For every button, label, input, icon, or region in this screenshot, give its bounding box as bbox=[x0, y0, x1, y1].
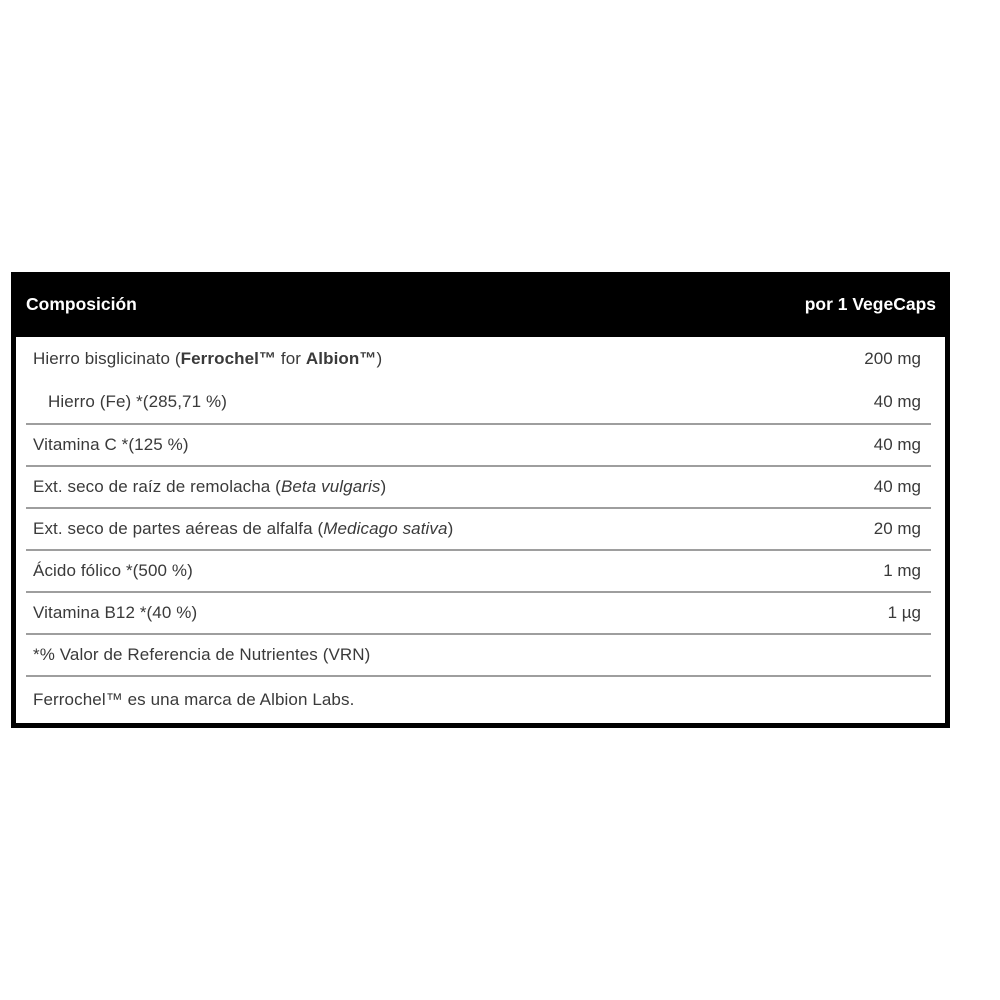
ingredient-label-segment: Ext. seco de partes aéreas de alfalfa ( bbox=[33, 519, 324, 538]
amount-value: 40 mg bbox=[873, 391, 921, 411]
table-row-group bbox=[16, 635, 945, 675]
ingredient-label-segment: Hierro (Fe) *(285,71 %) bbox=[48, 391, 227, 411]
ingredient-label-segment: Medicago sativa bbox=[323, 519, 448, 538]
ingredient-label-segment: Albion™ bbox=[305, 348, 377, 368]
ingredient-label bbox=[16, 690, 354, 710]
ingredient-label-segment: Hierro bisglicinato ( bbox=[33, 348, 181, 368]
amount-value: 1 µg bbox=[887, 603, 921, 622]
table-row bbox=[16, 677, 945, 723]
amount-value: 1 mg bbox=[883, 561, 921, 580]
ingredient-label-segment: Ácido fólico *(500 %) bbox=[33, 561, 193, 580]
ingredient-label-segment: Vitamina C *(125 %) bbox=[33, 435, 189, 454]
table-row bbox=[16, 551, 945, 591]
table-row bbox=[16, 425, 945, 465]
table-row bbox=[16, 509, 945, 549]
ingredient-label-segment: ) bbox=[376, 348, 383, 368]
ingredient-label bbox=[16, 645, 370, 665]
ingredient-label bbox=[16, 435, 189, 455]
table-row bbox=[16, 467, 945, 507]
ingredient-label bbox=[16, 392, 227, 412]
ingredient-label bbox=[16, 477, 386, 497]
table-row-group bbox=[16, 593, 945, 633]
table-row-group bbox=[16, 425, 945, 465]
table-header-title: Composición bbox=[26, 294, 137, 314]
table-row-group bbox=[16, 467, 945, 507]
table-body bbox=[16, 337, 945, 723]
amount-value: 200 mg bbox=[864, 348, 921, 368]
ingredient-label-segment: Ferrochel™ bbox=[180, 348, 277, 368]
ingredient-label-segment: for bbox=[276, 348, 306, 368]
table-row bbox=[16, 380, 945, 423]
table-row bbox=[16, 593, 945, 633]
table-row-group bbox=[16, 337, 945, 423]
ingredient-label-segment: *% Valor de Referencia de Nutrientes (VRN) bbox=[33, 645, 371, 664]
ingredient-label-segment: Ext. seco de raíz de remolacha ( bbox=[33, 477, 281, 496]
ingredient-label bbox=[16, 561, 193, 581]
table-row-group bbox=[16, 509, 945, 549]
amount-value: 20 mg bbox=[873, 519, 921, 538]
ingredient-label-segment: ) bbox=[447, 519, 454, 538]
amount-value: 40 mg bbox=[873, 477, 921, 496]
table-row-group bbox=[16, 551, 945, 591]
ingredient-label bbox=[16, 349, 382, 369]
ingredient-label-segment: ) bbox=[380, 477, 387, 496]
ingredient-label bbox=[16, 519, 453, 539]
amount-value: 40 mg bbox=[873, 435, 921, 454]
ingredient-label-segment: Beta vulgaris bbox=[280, 477, 381, 496]
table-row-group bbox=[16, 677, 945, 723]
ingredient-label-segment: Vitamina B12 *(40 %) bbox=[33, 603, 198, 622]
ingredient-label bbox=[16, 603, 197, 623]
ingredient-label-segment: Ferrochel™ es una marca de Albion Labs. bbox=[33, 690, 355, 709]
table-header bbox=[11, 272, 950, 337]
table-header-unit: por 1 VegeCaps bbox=[804, 294, 936, 314]
table-row bbox=[16, 337, 945, 380]
composition-table bbox=[11, 272, 950, 728]
table-row bbox=[16, 635, 945, 675]
